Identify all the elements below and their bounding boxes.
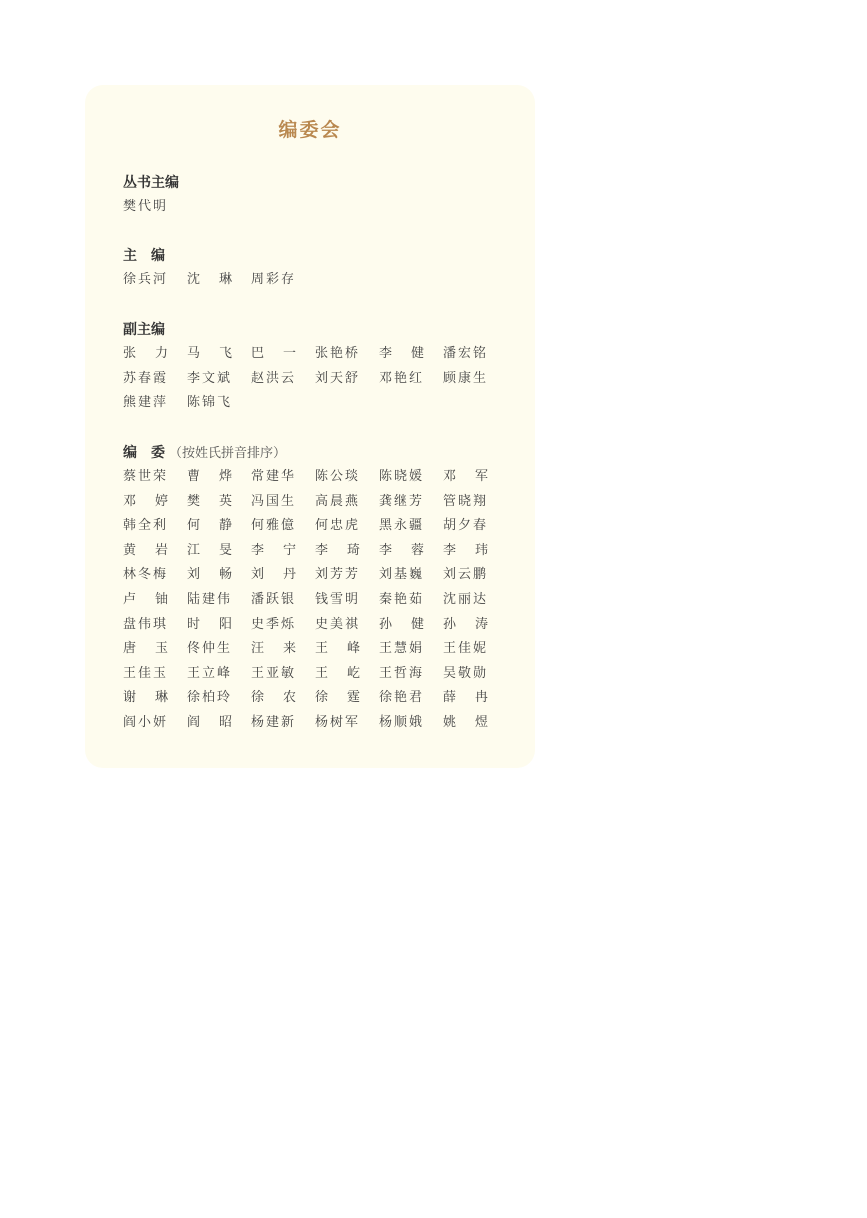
person-name: 邓艳红 <box>379 370 425 386</box>
section-heading <box>123 441 507 465</box>
person-name: 吴敬勋 <box>443 665 489 681</box>
person-name: 钱雪明 <box>315 591 361 607</box>
person-name: 王佳玉 <box>123 665 169 681</box>
section-heading <box>123 244 507 268</box>
section-board-members <box>123 441 507 736</box>
person-name: 何忠虎 <box>315 518 361 534</box>
section-deputy-editor <box>123 318 507 416</box>
person-name: 马 飞 <box>187 346 232 361</box>
person-name: 孙 健 <box>379 616 424 632</box>
person-name: 杨顺娥 <box>379 714 425 730</box>
name-grid <box>123 268 507 293</box>
section-heading-label: 编 委 <box>123 445 165 461</box>
person-name: 顾康生 <box>443 370 489 386</box>
name-grid <box>123 342 507 416</box>
person-name: 刘天舒 <box>315 370 361 386</box>
person-name: 刘云鹏 <box>443 567 489 583</box>
editorial-board-card <box>85 85 535 768</box>
person-name: 王 峰 <box>315 641 360 657</box>
person-name: 李 琦 <box>315 542 360 558</box>
person-name: 沈丽达 <box>443 591 489 607</box>
person-name: 佟仲生 <box>187 641 233 657</box>
person-name: 何雅億 <box>251 518 297 534</box>
person-name: 徐柏玲 <box>187 690 233 706</box>
section-heading <box>123 318 507 342</box>
person-name: 陈晓媛 <box>379 469 425 484</box>
section-heading-label: 主 编 <box>123 248 165 264</box>
person-name: 时 阳 <box>187 616 232 632</box>
person-name: 潘跃银 <box>251 591 297 607</box>
person-name: 沈 琳 <box>187 272 232 287</box>
person-name: 苏春霞 <box>123 370 169 386</box>
person-name: 樊 英 <box>187 493 232 509</box>
sort-note: （按姓氏拼音排序） <box>169 446 287 461</box>
person-name: 李 宁 <box>251 542 296 558</box>
section-heading <box>123 171 507 195</box>
person-name: 潘宏铭 <box>443 346 489 361</box>
person-name: 常建华 <box>251 469 297 484</box>
person-name: 胡夕春 <box>443 518 489 534</box>
person-name: 孙 涛 <box>443 616 488 632</box>
person-name: 刘 畅 <box>187 567 232 583</box>
person-name: 熊建萍 <box>123 395 169 411</box>
person-name: 巴 一 <box>251 346 296 361</box>
person-name: 刘 丹 <box>251 567 296 583</box>
person-name: 卢 铀 <box>123 591 168 607</box>
person-name: 王亚敏 <box>251 665 297 681</box>
person-name: 王哲海 <box>379 665 425 681</box>
person-name: 盘伟琪 <box>123 616 169 632</box>
person-name: 陈锦飞 <box>187 395 233 411</box>
person-name: 韩全利 <box>123 518 169 534</box>
person-name: 李文斌 <box>187 370 233 386</box>
person-name: 赵洪云 <box>251 370 297 386</box>
person-name: 陈公琰 <box>315 469 361 484</box>
person-name: 姚 煜 <box>443 714 488 730</box>
section-series-editor <box>123 171 507 220</box>
person-name: 周彩存 <box>251 272 297 287</box>
person-name: 黄 岩 <box>123 542 168 558</box>
person-name: 薛 冉 <box>443 690 488 706</box>
section-heading-label: 副主编 <box>123 322 165 338</box>
person-name: 杨树军 <box>315 714 361 730</box>
person-name: 王 屹 <box>315 665 360 681</box>
person-name: 王佳妮 <box>443 641 489 657</box>
person-name: 曹 烨 <box>187 469 232 484</box>
person-name: 龚继芳 <box>379 493 425 509</box>
person-name: 王立峰 <box>187 665 233 681</box>
person-name: 蔡世荣 <box>123 469 169 484</box>
person-name: 徐兵河 <box>123 272 169 287</box>
person-name: 高晨燕 <box>315 493 361 509</box>
person-name: 管晓翔 <box>443 493 489 509</box>
person-name: 汪 来 <box>251 641 296 657</box>
person-name: 谢 琳 <box>123 690 168 706</box>
person-name: 徐 农 <box>251 690 296 706</box>
person-name: 李 蓉 <box>379 542 424 558</box>
person-name: 史季烁 <box>251 616 297 632</box>
person-name: 李 玮 <box>443 542 488 558</box>
section-heading-label: 丛书主编 <box>123 175 179 191</box>
person-name: 樊代明 <box>123 199 169 214</box>
person-name: 陆建伟 <box>187 591 233 607</box>
person-name: 秦艳茹 <box>379 591 425 607</box>
person-name: 刘芳芳 <box>315 567 361 583</box>
person-name: 张艳桥 <box>315 346 361 361</box>
person-name: 王慧娟 <box>379 641 425 657</box>
person-name: 张 力 <box>123 346 168 361</box>
person-name: 阎小妍 <box>123 714 169 730</box>
person-name: 黑永疆 <box>379 518 425 534</box>
person-name: 唐 玉 <box>123 641 168 657</box>
person-name: 史美祺 <box>315 616 361 632</box>
person-name: 冯国生 <box>251 493 297 509</box>
section-chief-editor <box>123 244 507 293</box>
person-name: 何 静 <box>187 518 232 534</box>
person-name: 李 健 <box>379 346 424 361</box>
person-name: 徐 霆 <box>315 690 360 706</box>
page-title: 编委会 <box>278 119 342 141</box>
person-name: 刘基巍 <box>379 567 425 583</box>
person-name: 阎 昭 <box>187 714 232 730</box>
person-name: 徐艳君 <box>379 690 425 706</box>
person-name: 杨建新 <box>251 714 297 730</box>
person-name: 江 旻 <box>187 542 232 558</box>
person-name: 邓 婷 <box>123 493 168 509</box>
name-grid <box>123 465 507 736</box>
person-name: 林冬梅 <box>123 567 169 583</box>
person-name: 邓 军 <box>443 469 488 484</box>
name-grid <box>123 195 507 220</box>
